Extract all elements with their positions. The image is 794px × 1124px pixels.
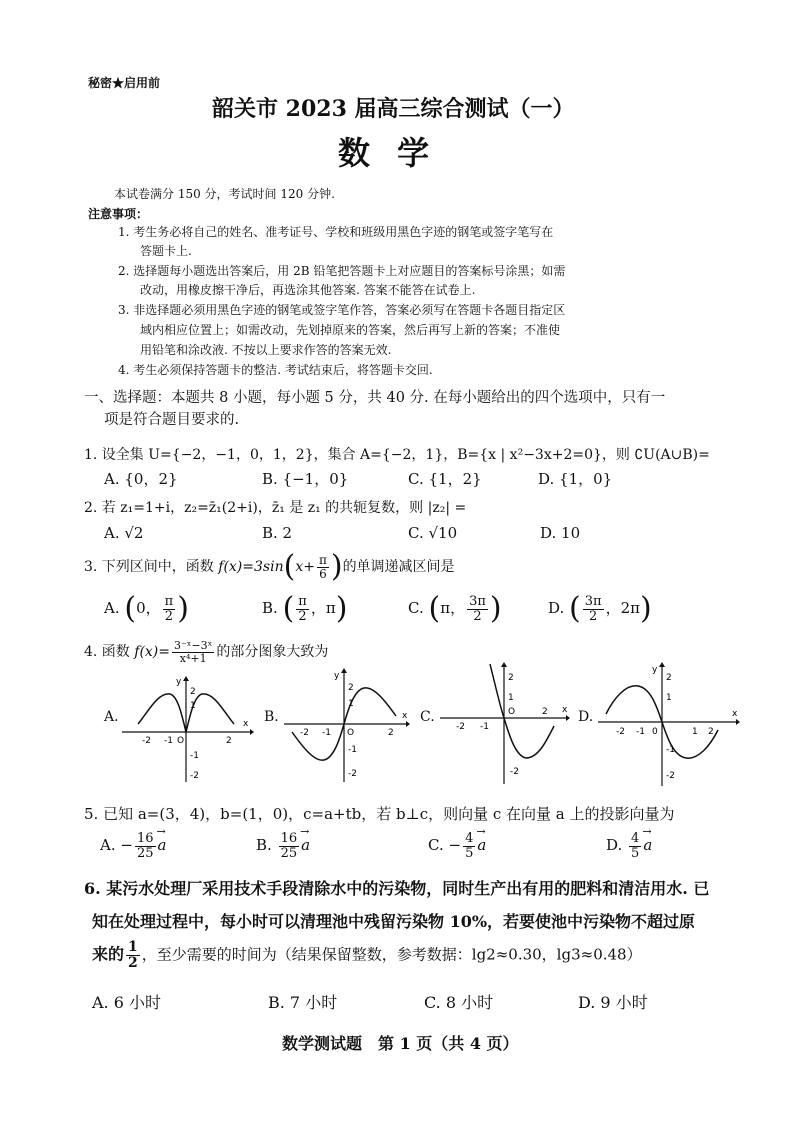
- tick-yneg2: -2: [666, 771, 675, 781]
- q5-option-b: [256, 832, 310, 860]
- tick-origin: O: [177, 736, 185, 746]
- q1-option-c: C. {1，2}: [408, 470, 482, 488]
- tick-x1: 1: [692, 727, 698, 737]
- opt-label: D.: [548, 599, 565, 617]
- q2-option-b: B. 2: [262, 524, 293, 542]
- q5-option-c: [428, 832, 486, 860]
- graph-label-a: A.: [104, 709, 119, 725]
- q1-option-d: D. {1，0}: [538, 470, 613, 488]
- axis-x-label: x: [732, 709, 738, 719]
- graph-b: [282, 664, 412, 784]
- tick-x2: 2: [388, 728, 394, 738]
- frac-num: 4: [631, 831, 640, 846]
- q3-func: f(x)=3sin: [218, 559, 284, 575]
- paren-right: ): [640, 591, 652, 626]
- paren-left: (: [428, 591, 441, 626]
- graph-a: [120, 672, 254, 784]
- q4-stem: [84, 640, 328, 664]
- opt-fraction: [279, 832, 300, 860]
- graph-label-d: D.: [578, 709, 594, 725]
- page-footer: 数学测试题 第 1 页（共 4 页）: [282, 1034, 519, 1053]
- frac-den: 2: [164, 608, 174, 624]
- notice-line: 3. 非选择题必须用黑色字迹的钢笔或签字笔作答，答案必须写在答题卡各题目指定区: [118, 303, 566, 317]
- paren-left: (: [569, 591, 581, 626]
- frac-num: 3π: [584, 593, 602, 609]
- axis-x-label: x: [243, 719, 249, 729]
- tick-yneg1: -1: [190, 751, 199, 761]
- q6-option-c: C. 8 小时: [424, 993, 494, 1012]
- notice-line: 2. 选择题每小题选出答案后，用 2B 铅笔把答题卡上对应题目的答案标号涂黑；如需: [118, 264, 566, 278]
- graph-d: [596, 660, 742, 788]
- q6-fraction: [126, 940, 140, 970]
- paren-right: ): [335, 591, 348, 626]
- q6-option-d: D. 9 小时: [578, 993, 648, 1012]
- paren-right: ): [177, 591, 189, 626]
- q2-option-c: C. √10: [408, 524, 458, 542]
- axis-x-label: x: [402, 711, 408, 721]
- tick-y2: 2: [190, 687, 196, 697]
- opt-label: C.: [408, 599, 424, 617]
- q6-line3-post: ，至少需要的时间为（结果保留整数，参考数据：lg2≈0.30，lg3≈0.48）: [141, 945, 642, 964]
- q3-stem: [84, 549, 455, 584]
- axis-y-label: y: [652, 665, 658, 675]
- q5-option-d: [606, 832, 652, 860]
- q3-option-b: [262, 591, 348, 626]
- q4-func: f(x)=: [134, 644, 170, 661]
- q1-option-a: A. {0，2}: [104, 470, 178, 488]
- axis-y-label: y: [334, 671, 340, 681]
- notice-line: 4. 考生必须保持答题卡的整洁. 考试结束后，将答题卡交回.: [118, 363, 433, 377]
- frac-num: π: [318, 552, 327, 567]
- opt-fraction: [629, 832, 641, 860]
- opt-label: A.: [104, 599, 120, 617]
- frac-den: 5: [631, 845, 640, 861]
- tick-origin: O: [347, 728, 355, 738]
- q1-option-b: B. {−1，0}: [262, 470, 349, 488]
- tick-y1: 1: [666, 693, 672, 703]
- q5-stem: 5. 已知 a=(3，4)，b=(1，0)，c=a+tb，若 b⊥c，则向量 c 在向量 a 上的投影向量为: [84, 805, 675, 823]
- axis-x-label: x: [562, 705, 568, 715]
- tick-y2: 2: [508, 673, 514, 683]
- frac-num: 3⁻ˣ−3ˣ: [174, 639, 213, 652]
- opt-left: π，: [440, 599, 466, 617]
- notice-line: 1. 考生务必将自己的姓名、准考证号、学校和班级用黑色字迹的钢笔或签字笔写在: [118, 225, 554, 239]
- tick-zero: 0: [652, 727, 658, 737]
- frac-num: 4: [465, 831, 474, 846]
- frac-den: x⁴+1: [179, 651, 207, 665]
- tick-yneg1: -1: [666, 745, 675, 755]
- paren-right: ): [489, 591, 502, 626]
- q1-stem: 1. 设全集 U={−2，−1，0，1，2}，集合 A={−2，1}，B={x | x²−3x+2=0}，则 ∁U(A∪B)=: [84, 447, 710, 463]
- opt-fraction: [463, 832, 475, 860]
- exam-title: 韶关市 2023 届高三综合测试（一）: [212, 96, 575, 122]
- frac-den: 2: [473, 608, 482, 624]
- opt-sign: −: [120, 836, 133, 855]
- tick-yneg1: -1: [348, 745, 357, 755]
- tick-x2: 2: [542, 707, 548, 717]
- paren-left: (: [283, 549, 296, 584]
- section-heading: 一、选择题：本题共 8 小题，每小题 5 分，共 40 分. 在每小题给出的四个选项中，只有一: [84, 390, 666, 406]
- frac-den: 2: [298, 608, 307, 624]
- tick-yneg2: -2: [190, 771, 199, 781]
- subject-title: 数 学: [338, 134, 438, 172]
- notice-line: 用铅笔和涂改液. 不按以上要求作答的答案无效.: [140, 343, 392, 357]
- graph-label-c: C.: [420, 709, 435, 725]
- q3-option-a: [104, 591, 189, 626]
- tick-y2: 2: [348, 683, 354, 693]
- q6-line3-pre: 来的: [92, 944, 125, 964]
- tick-y1: 1: [508, 693, 514, 703]
- frac-num: 1: [128, 939, 138, 955]
- frac-num: π: [298, 593, 307, 609]
- notice-line: 域内相应位置上；如需改动，先划掉原来的答案，然后再写上新的答案；不准使: [140, 323, 561, 337]
- notice-line: 答题卡上.: [140, 244, 192, 258]
- tick-x2: 2: [226, 736, 232, 746]
- opt-fraction: [583, 595, 604, 623]
- section-heading-cont: 项是符合题目要求的.: [104, 412, 240, 428]
- tick-xneg2: -2: [300, 728, 309, 738]
- vector-a: → a: [301, 836, 310, 854]
- tick-xneg1: -1: [164, 736, 173, 746]
- paren-left: (: [124, 591, 137, 626]
- q3-fraction: [317, 554, 329, 580]
- tick-xneg1: -1: [322, 728, 331, 738]
- q6-line1: 6. 某污水处理厂采用技术手段清除水中的污染物，同时生产出有用的肥料和清洁用水. 已: [84, 879, 710, 898]
- opt-fraction: [163, 595, 176, 623]
- frac-den: 2: [589, 608, 598, 624]
- opt-label: B.: [262, 599, 278, 617]
- intro-text: 本试卷满分 150 分，考试时间 120 分钟.: [114, 187, 335, 201]
- opt-fraction: [135, 832, 156, 860]
- frac-den: 2: [128, 954, 138, 971]
- q4-stem-pre: 4. 函数: [84, 644, 135, 661]
- opt-label: B.: [256, 836, 272, 855]
- opt-right: ，π: [310, 599, 336, 617]
- tick-origin: O: [508, 707, 516, 717]
- q4-stem-post: 的部分图象大致为: [216, 644, 329, 661]
- q6-option-a: A. 6 小时: [92, 993, 161, 1012]
- q3-option-d: [548, 591, 652, 626]
- axis-y-label: y: [176, 677, 182, 687]
- q5-option-a: [100, 832, 166, 860]
- vector-a: → a: [477, 836, 486, 854]
- opt-fraction: [467, 595, 488, 623]
- tick-yneg2: -2: [348, 769, 357, 779]
- q2-stem: 2. 若 z₁=1+i，z₂=z̄₁(2+i)，z̄₁ 是 z₁ 的共轭复数，则 |z₂| =: [84, 500, 467, 516]
- q3-stem-post: 的单调递减区间是: [342, 559, 455, 575]
- opt-left: 0，: [136, 599, 161, 617]
- frac-den: 6: [319, 566, 327, 581]
- tick-yneg2: -2: [510, 767, 519, 777]
- tick-xneg2: -2: [142, 736, 151, 746]
- tick-xneg2: -2: [616, 727, 625, 737]
- frac-num: π: [164, 593, 174, 609]
- q2-option-a: A. √2: [104, 524, 144, 542]
- vector-a: → a: [643, 836, 652, 854]
- paren-left: (: [282, 591, 295, 626]
- frac-den: 5: [465, 845, 474, 861]
- frac-num: 16: [280, 831, 298, 846]
- opt-label: C.: [428, 836, 444, 855]
- q6-option-b: B. 7 小时: [268, 993, 338, 1012]
- q4-fraction: [172, 640, 214, 664]
- opt-sign: −: [448, 836, 462, 855]
- opt-label: A.: [100, 836, 116, 855]
- opt-label: D.: [606, 836, 623, 855]
- tick-y1: 1: [348, 699, 354, 709]
- opt-right: ，2π: [605, 599, 640, 617]
- frac-den: 25: [136, 845, 154, 861]
- notice-line: 改动，用橡皮擦干净后，再选涂其他答案. 答案不能答在试卷上.: [140, 283, 476, 297]
- tick-y1: 1: [190, 701, 196, 711]
- q6-line3: [92, 940, 642, 970]
- q2-option-d: D. 10: [540, 524, 581, 542]
- frac-den: 25: [280, 845, 298, 861]
- frac-num: 3π: [469, 593, 486, 609]
- tick-xneg1: -1: [636, 727, 645, 737]
- q3-arg-x: x+: [295, 559, 315, 575]
- notice-label: 注意事项：: [88, 207, 149, 221]
- paren-right: ): [330, 549, 343, 584]
- tick-xneg1: -1: [480, 722, 489, 732]
- q3-option-c: [408, 591, 502, 626]
- tick-y2: 2: [666, 673, 672, 683]
- opt-fraction: [296, 595, 309, 623]
- vector-a: → a: [158, 836, 167, 854]
- tick-x2: 2: [708, 727, 714, 737]
- q3-stem-pre: 3. 下列区间中，函数: [84, 559, 219, 575]
- graph-label-b: B.: [264, 709, 279, 725]
- q6-line2: 知在处理过程中，每小时可以清理池中残留污染物 10%，若要使池中污染物不超过原: [92, 912, 696, 931]
- graph-c: [438, 658, 572, 786]
- secret-label: 秘密★启用前: [88, 76, 161, 90]
- frac-num: 16: [136, 831, 154, 846]
- tick-xneg2: -2: [456, 722, 465, 732]
